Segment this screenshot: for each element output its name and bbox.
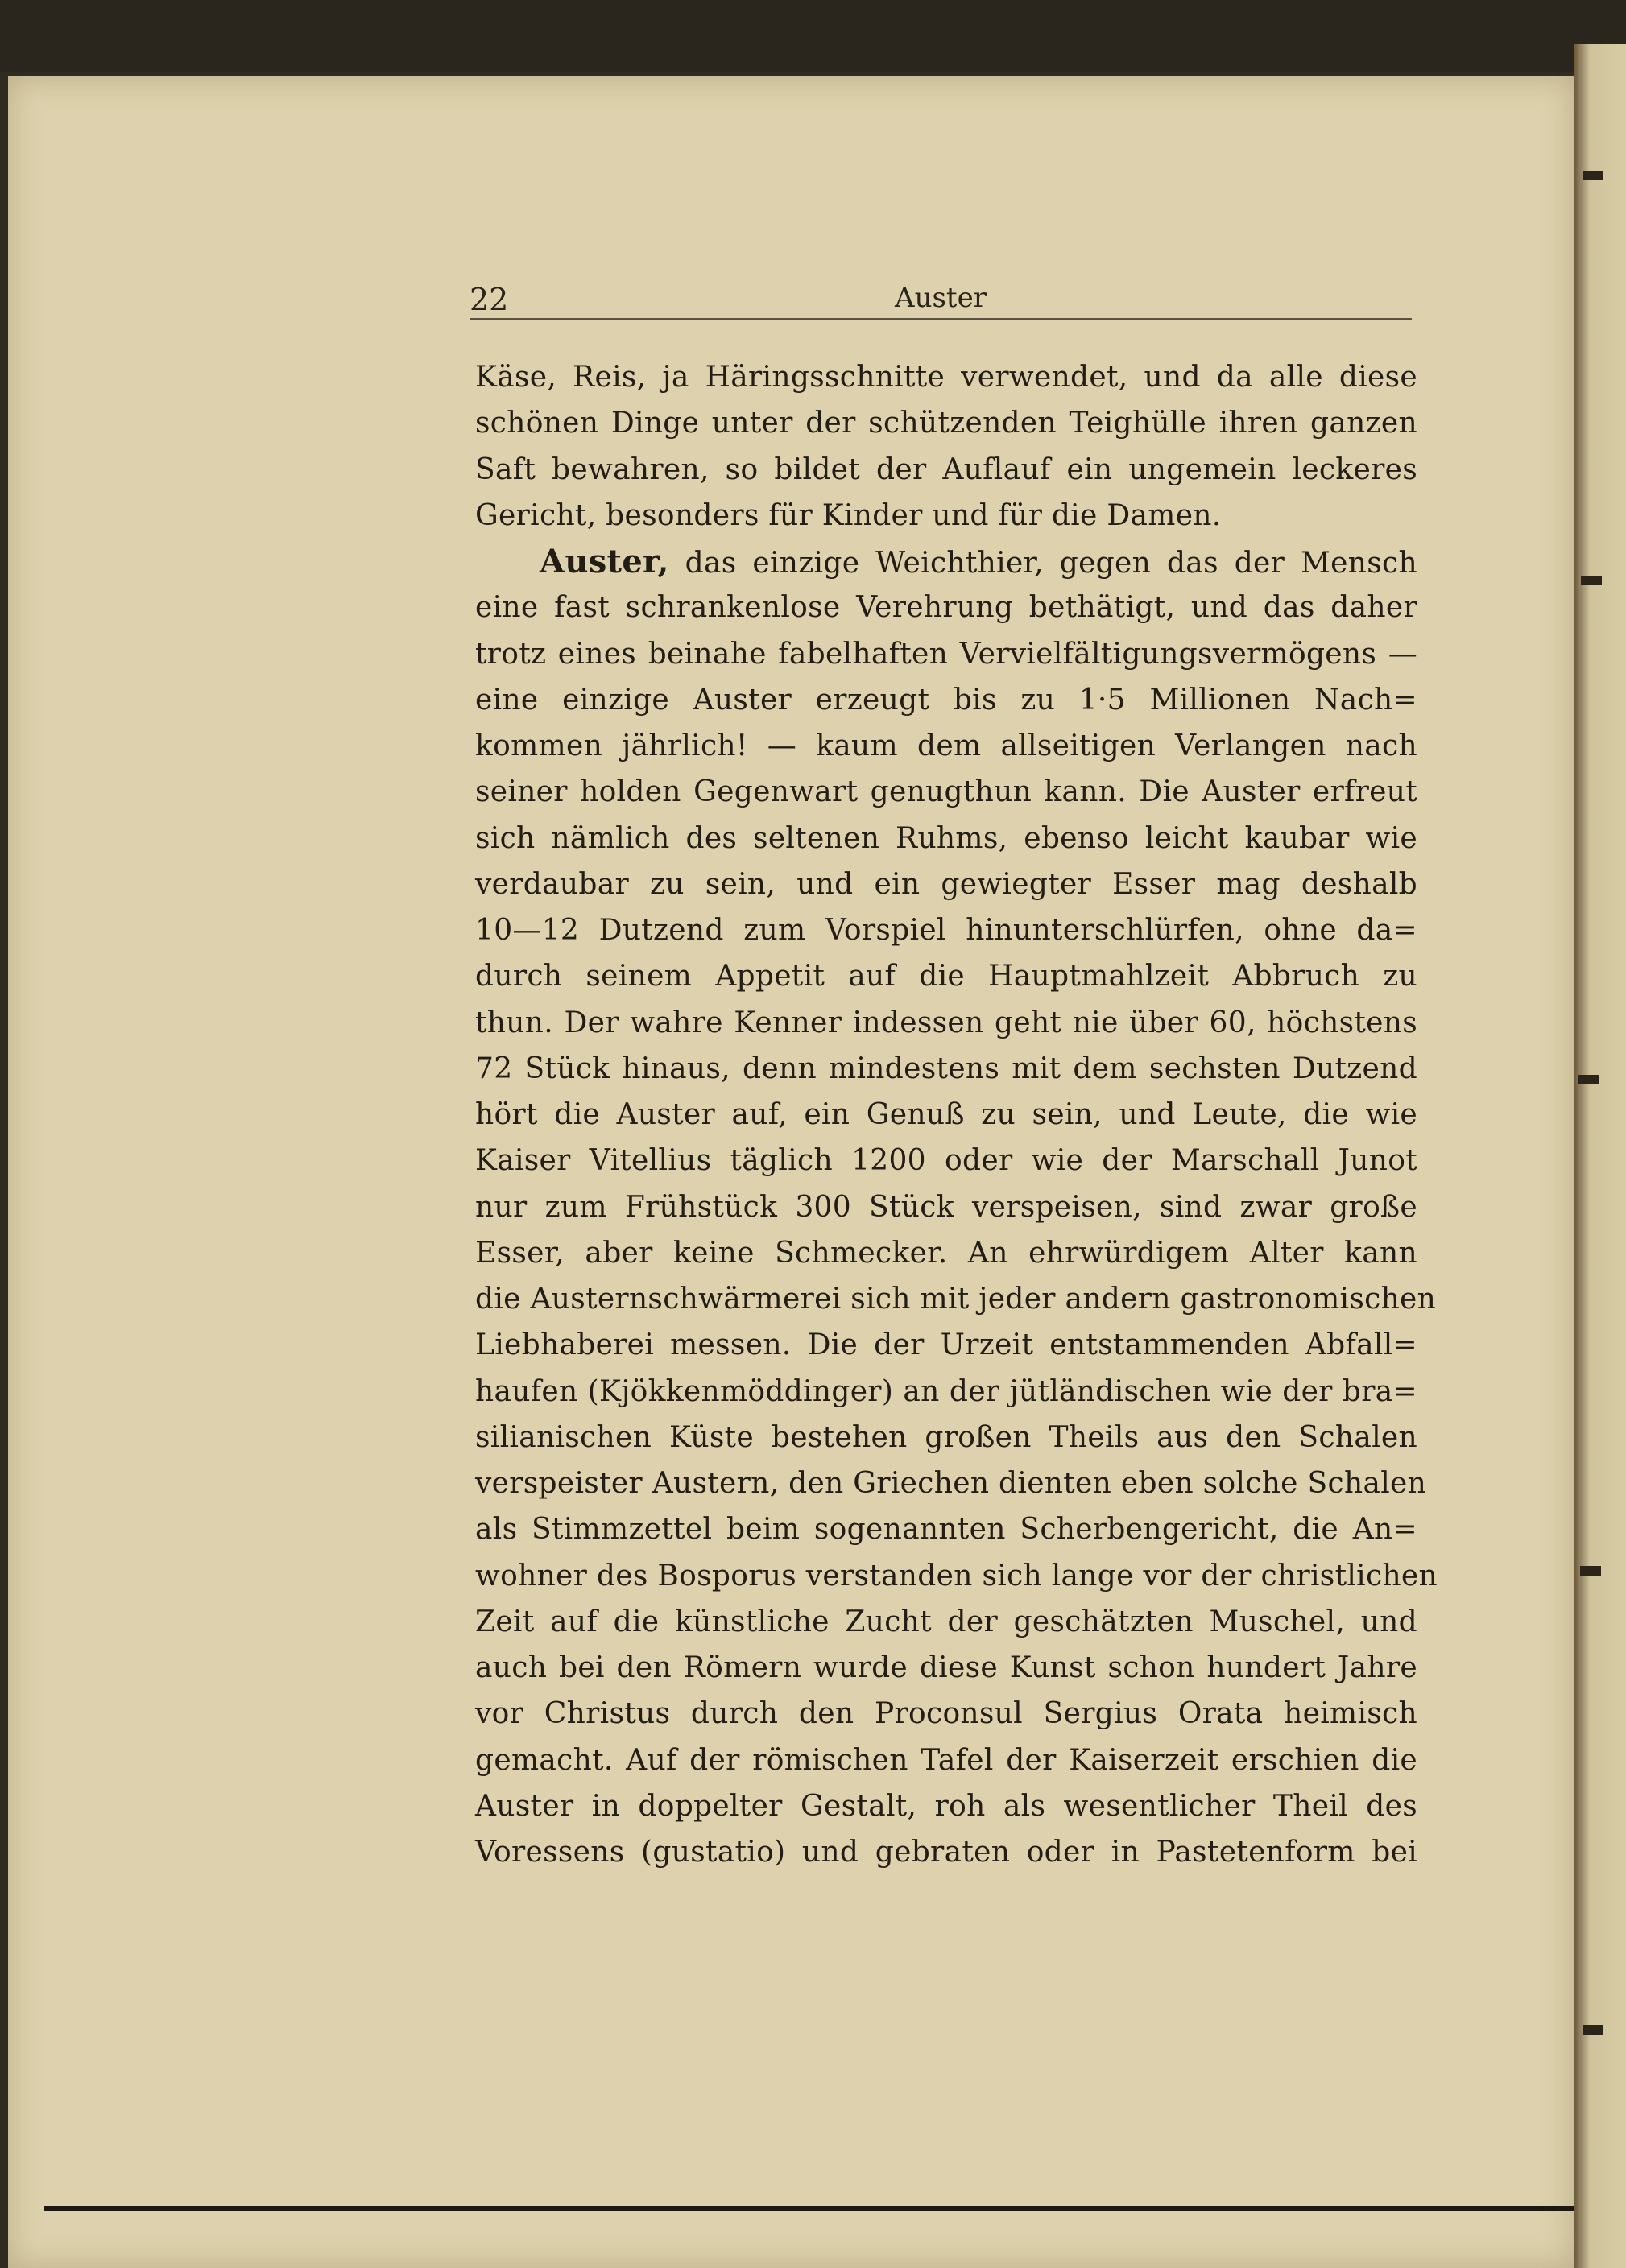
text-line: Liebhaberei messen. Die der Urzeit entstammenden Abfall= xyxy=(475,1328,1417,1362)
running-title: Auster xyxy=(895,282,987,314)
text-line: eine einzige Auster erzeugt bis zu 1·5 Millionen Nach= xyxy=(475,683,1417,717)
text-line: hört die Auster auf, ein Genuß zu sein, und Leute, die wie xyxy=(475,1098,1417,1131)
page-number: 22 xyxy=(470,282,509,317)
page-header xyxy=(470,282,1412,320)
margin-mark xyxy=(1581,576,1602,585)
page-edge xyxy=(1574,44,1626,2268)
body-text xyxy=(475,354,1438,1875)
text-line: als Stimmzettel beim sogenannten Scherbengericht, die An= xyxy=(475,1513,1417,1547)
paragraph xyxy=(475,539,1438,1875)
text-line: sich nämlich des seltenen Ruhms, ebenso leicht kaubar wie xyxy=(475,821,1417,855)
text-line: haufen (Kjökkenmöddinger) an der jütländischen wie der bra= xyxy=(475,1374,1417,1408)
text-line: seiner holden Gegenwart genugthun kann. Die Auster erfreut xyxy=(475,775,1417,809)
text-line: durch seinem Appetit auf die Hauptmahlzeit Abbruch zu xyxy=(475,960,1417,994)
text-line: wohner des Bosporus verstanden sich lange vor der christlichen xyxy=(475,1559,1438,1593)
text-line: 72 Stück hinaus, denn mindestens mit dem sechsten Dutzend xyxy=(475,1051,1417,1085)
bottom-rule xyxy=(44,2206,1574,2211)
text-line: schönen Dinge unter der schützenden Teighülle ihren ganzen xyxy=(475,407,1417,440)
text-line: Saft bewahren, so bildet der Auflauf ein ungemein leckeres xyxy=(475,452,1417,486)
text-line: verdaubar zu sein, und ein gewiegter Esser mag deshalb xyxy=(475,867,1417,901)
text-line: vor Christus durch den Proconsul Sergius Orata heimisch xyxy=(475,1697,1417,1731)
text-line: 10—12 Dutzend zum Vorspiel hinunterschlürfen, ohne da= xyxy=(475,914,1417,947)
text-line: kommen jährlich! — kaum dem allseitigen Verlangen nach xyxy=(475,729,1417,762)
text-line xyxy=(475,539,1417,585)
text-line: nur zum Frühstück 300 Stück verspeisen, sind zwar große xyxy=(475,1190,1417,1224)
margin-mark xyxy=(1583,2025,1603,2035)
text-line: Kaiser Vitellius täglich 1200 oder wie der Marschall Junot xyxy=(475,1144,1417,1178)
paragraph xyxy=(475,354,1417,539)
header-rule xyxy=(470,318,1412,320)
entry-headword: Auster, xyxy=(540,543,669,580)
text-line: eine fast schrankenlose Verehrung bethätigt, und das daher xyxy=(475,591,1417,625)
margin-mark xyxy=(1578,1075,1599,1084)
text-line: silianischen Küste bestehen großen Theils aus den Schalen xyxy=(475,1420,1417,1454)
text-line: auch bei den Römern wurde diese Kunst schon hundert Jahre xyxy=(475,1651,1417,1684)
text-line: thun. Der wahre Kenner indessen geht nie über 60, höchstens xyxy=(475,1006,1417,1039)
text-line: Käse, Reis, ja Häringsschnitte verwendet, und da alle diese xyxy=(475,361,1417,394)
text-line: gemacht. Auf der römischen Tafel der Kaiserzeit erschien die xyxy=(475,1743,1417,1777)
text-span: das einzige Weichthier, gegen das der Mensch xyxy=(668,547,1417,580)
text-line: trotz eines beinahe fabelhaften Vervielfältigungsvermögens — xyxy=(475,637,1417,671)
text-line: Voressens (gustatio) und gebraten oder in Pastetenform bei xyxy=(475,1836,1417,1869)
text-line: verspeister Austern, den Griechen dienten eben solche Schalen xyxy=(475,1467,1427,1500)
text-line: die Austernschwärmerei sich mit jeder andern gastronomischen xyxy=(475,1283,1437,1316)
margin-mark xyxy=(1580,1566,1601,1576)
margin-mark xyxy=(1583,171,1603,180)
scan-background xyxy=(0,0,1626,72)
text-line: Zeit auf die künstliche Zucht der geschätzten Muschel, und xyxy=(475,1605,1417,1638)
text-line: Auster in doppelter Gestalt, roh als wesentlicher Theil des xyxy=(475,1789,1417,1823)
text-line: Gericht, besonders für Kinder und für die Damen. xyxy=(475,498,1222,532)
text-line: Esser, aber keine Schmecker. An ehrwürdigem Alter kann xyxy=(475,1236,1417,1270)
